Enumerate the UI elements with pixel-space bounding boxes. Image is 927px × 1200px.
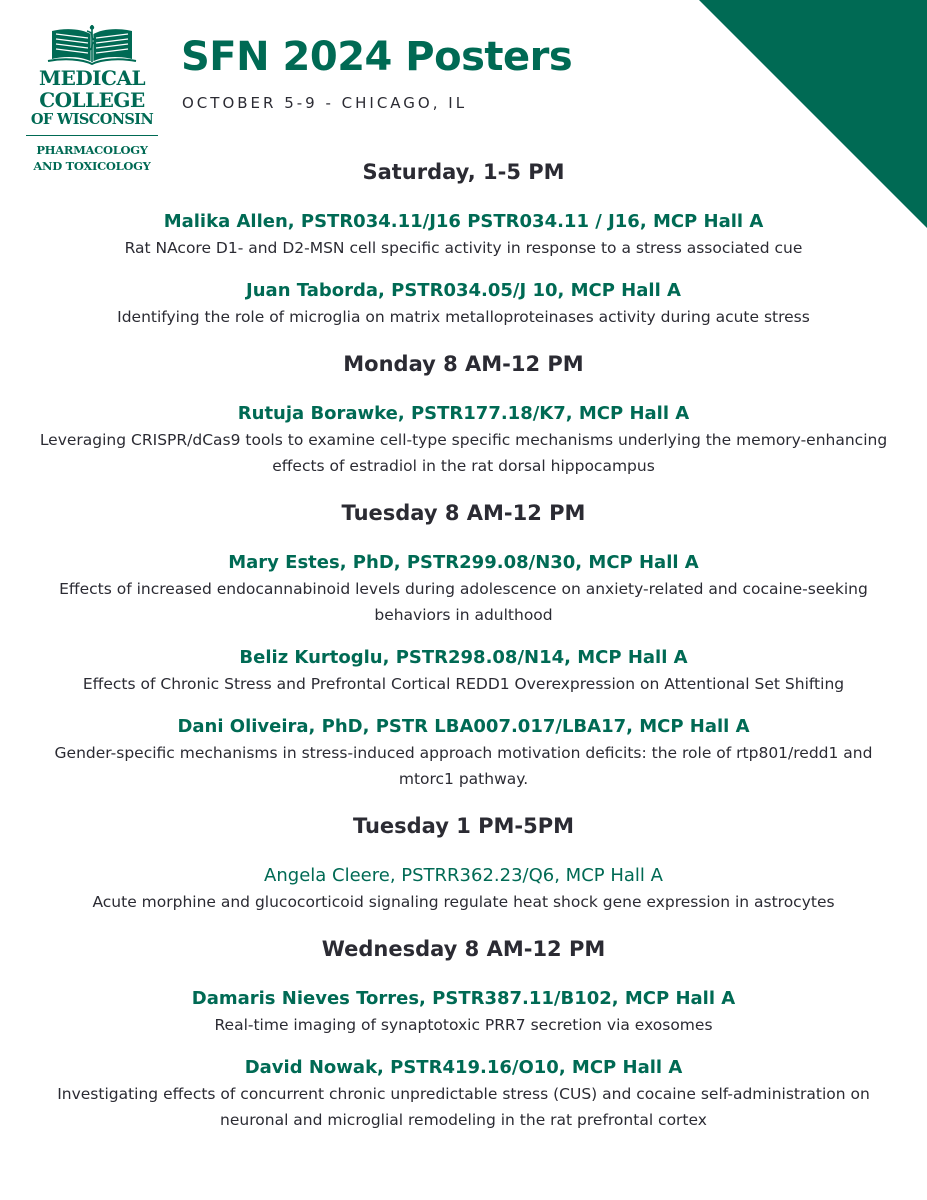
poster-title: Investigating effects of concurrent chronic unpredictable stress (CUS) and cocaine self-administration on neuronal and microglial remodeling in the rat prefrontal cortex: [57, 1085, 870, 1129]
poster-presenter: Malika Allen, PSTR034.11/J16 PSTR034.11 / J16, MCP Hall A: [163, 211, 764, 232]
open-book-caduceus-icon: [46, 25, 138, 65]
logo-line-medical: MEDICAL: [38, 66, 146, 90]
poster-title: Identifying the role of microglia on matrix metalloproteinases activity during acute stress: [117, 308, 810, 326]
poster-title: Acute morphine and glucocorticoid signaling regulate heat shock gene expression in astrocytes: [92, 893, 835, 911]
logo-dept-pharmacology: PHARMACOLOGY: [36, 143, 148, 157]
poster-title: Effects of Chronic Stress and Prefrontal Cortical REDD1 Overexpression on Attentional Set Shifting: [82, 675, 845, 693]
poster-entry: [30, 1055, 897, 1133]
session-block: [30, 932, 897, 1133]
poster-title: Rat NAcore D1- and D2-MSN cell specific activity in response to a stress associated cue: [124, 239, 803, 257]
logo-dept-toxicology: AND TOXICOLOGY: [33, 159, 151, 173]
poster-entry: [30, 401, 897, 479]
poster-entry: [30, 209, 897, 261]
poster-presenter: Mary Estes, PhD, PSTR299.08/N30, MCP Hall A: [228, 552, 699, 573]
page-title: SFN 2024 Posters: [181, 34, 573, 80]
poster-entry: [30, 714, 897, 792]
logo-line-wisconsin: OF WISCONSIN: [30, 111, 154, 128]
poster-presenter: Dani Oliveira, PhD, PSTR LBA007.017/LBA17, MCP Hall A: [177, 716, 750, 737]
poster-entry: [30, 645, 897, 697]
medical-college-logo: [22, 25, 162, 174]
poster-entry: [30, 550, 897, 628]
poster-presenter: Beliz Kurtoglu, PSTR298.08/N14, MCP Hall A: [239, 647, 688, 668]
session-block: [30, 155, 897, 330]
poster-presenter: Juan Taborda, PSTR034.05/J 10, MCP Hall A: [246, 280, 681, 301]
poster-title: Leveraging CRISPR/dCas9 tools to examine cell-type specific mechanisms underlying the memory-enhancing effects of estradiol in the rat dorsal hippocampus: [39, 431, 888, 475]
poster-presenter: David Nowak, PSTR419.16/O10, MCP Hall A: [244, 1057, 683, 1078]
poster-entry: [30, 863, 897, 915]
logo-divider: [26, 135, 158, 136]
session-day-heading: Monday 8 AM-12 PM: [343, 352, 584, 376]
event-dates-location: OCTOBER 5-9 - CHICAGO, IL: [182, 94, 468, 112]
poster-schedule: [30, 155, 897, 1150]
session-day-heading: Wednesday 8 AM-12 PM: [321, 937, 606, 961]
session-day-heading: Tuesday 8 AM-12 PM: [341, 501, 586, 525]
poster-title: Gender-specific mechanisms in stress-induced approach motivation deficits: the role of rtp801/redd1 and mtorc1 pathway.: [54, 744, 873, 788]
session-day-heading: Saturday, 1-5 PM: [362, 160, 565, 184]
poster-presenter: Angela Cleere, PSTRR362.23/Q6, MCP Hall A: [264, 865, 663, 886]
poster-presenter: Rutuja Borawke, PSTR177.18/K7, MCP Hall A: [237, 403, 690, 424]
poster-presenter: Damaris Nieves Torres, PSTR387.11/B102, MCP Hall A: [191, 988, 736, 1009]
session-day-heading: Tuesday 1 PM-5PM: [352, 814, 575, 838]
session-block: [30, 809, 897, 915]
poster-entry: [30, 278, 897, 330]
poster-title: Effects of increased endocannabinoid levels during adolescence on anxiety-related and cocaine-seeking behaviors in adulthood: [59, 580, 868, 624]
session-block: [30, 496, 897, 792]
poster-entry: [30, 986, 897, 1038]
session-block: [30, 347, 897, 479]
poster-title: Real-time imaging of synaptotoxic PRR7 secretion via exosomes: [214, 1016, 713, 1034]
logo-line-college: COLLEGE: [39, 88, 145, 112]
